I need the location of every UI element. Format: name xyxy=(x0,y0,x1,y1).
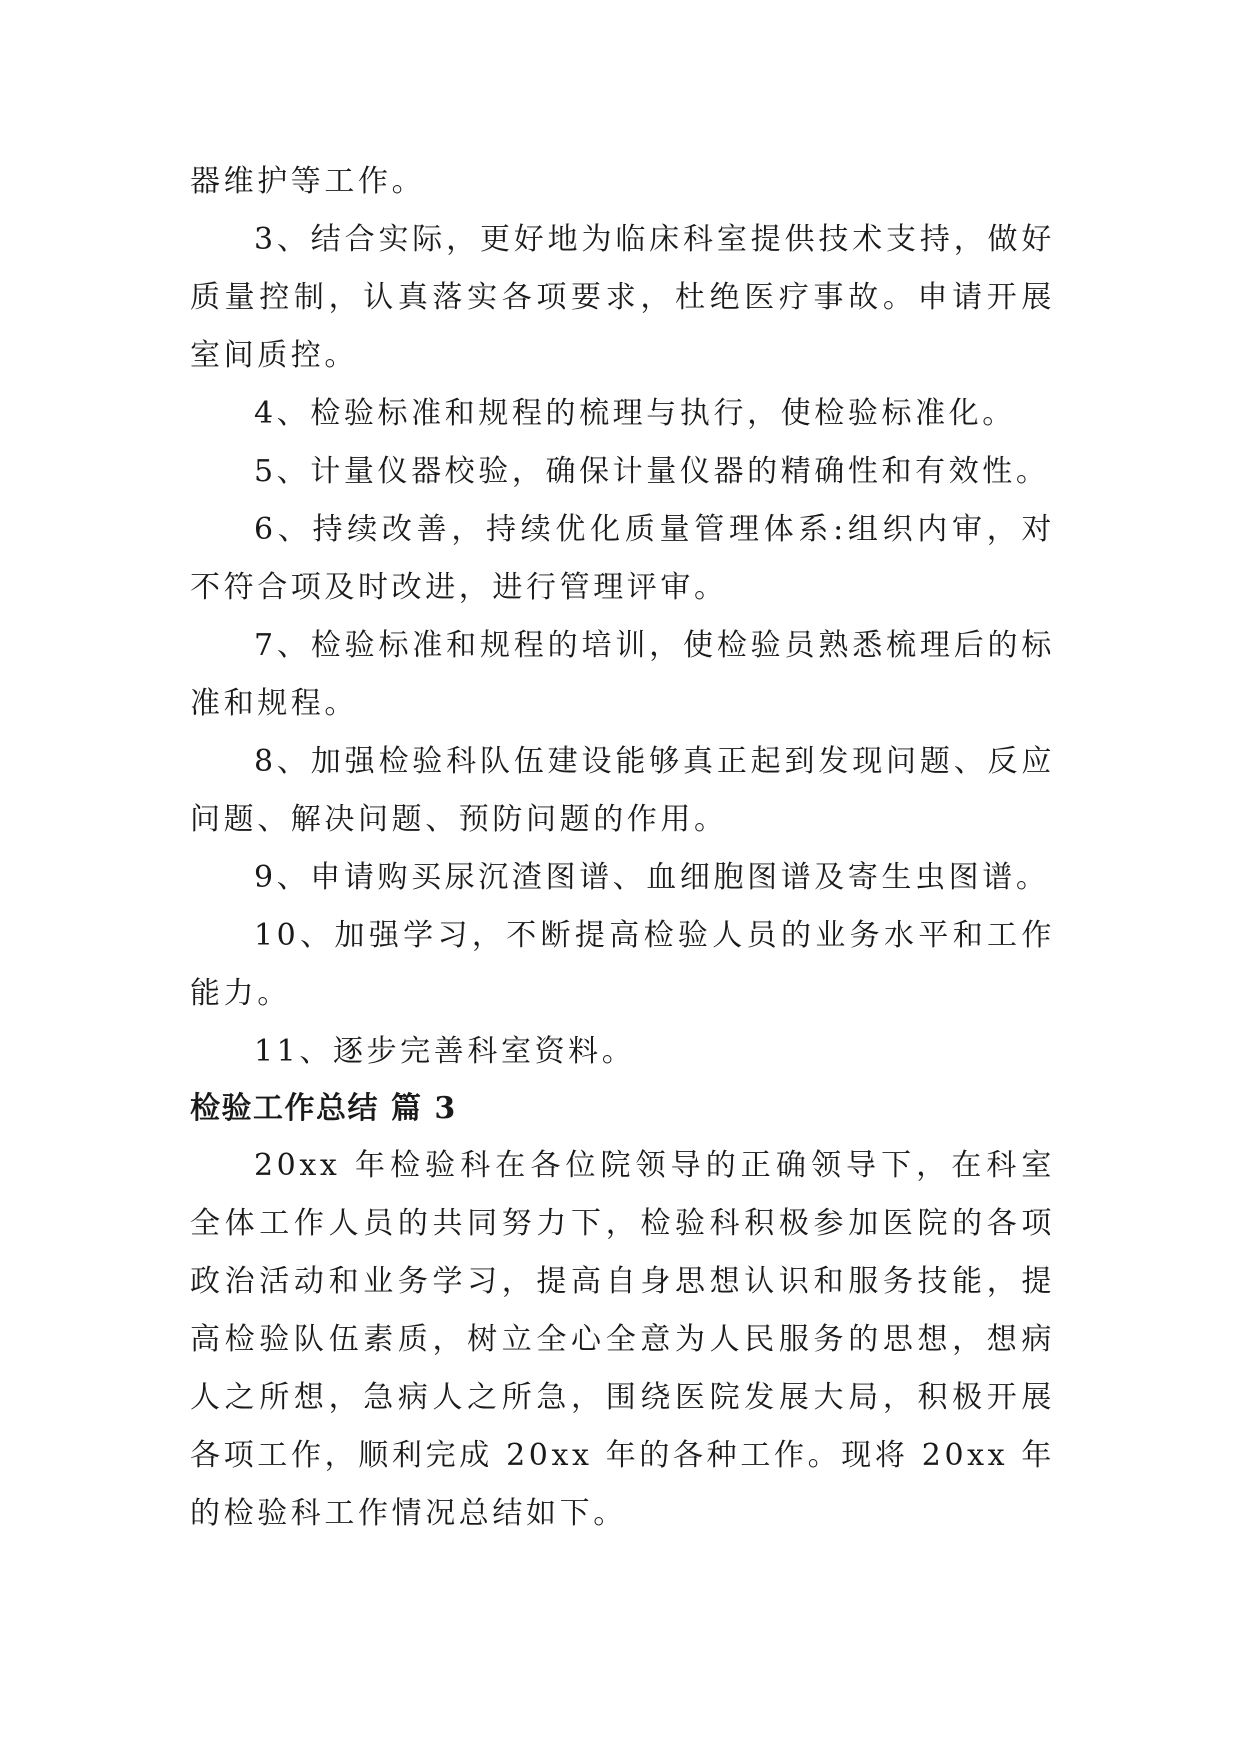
list-item-10: 10、加强学习，不断提高检验人员的业务水平和工作能力。 xyxy=(190,918,1055,1011)
list-item-6: 6、持续改善，持续优化质量管理体系:组织内审，对不符合项及时改进，进行管理评审。 xyxy=(190,512,1055,605)
continued-paragraph-fragment: 器维护等工作。 xyxy=(190,164,426,199)
list-item-3: 3、结合实际，更好地为临床科室提供技术支持，做好质量控制，认真落实各项要求，杜绝医疗事故。申请开展室间质控。 xyxy=(190,222,1055,373)
list-item-5: 5、计量仪器校验，确保计量仪器的精确性和有效性。 xyxy=(254,454,1050,489)
document-body xyxy=(190,153,1055,1543)
list-item-8: 8、加强检验科队伍建设能够真正起到发现问题、反应问题、解决问题、预防问题的作用。 xyxy=(190,744,1055,837)
list-item-4: 4、检验标准和规程的梳理与执行，使检验标准化。 xyxy=(254,396,1016,431)
section-heading: 检验工作总结 篇 3 xyxy=(190,1091,457,1126)
list-item-11: 11、逐步完善科室资料。 xyxy=(254,1034,636,1069)
list-item-9: 9、申请购买尿沉渣图谱、血细胞图谱及寄生虫图谱。 xyxy=(254,860,1050,895)
list-item-7: 7、检验标准和规程的培训，使检验员熟悉梳理后的标准和规程。 xyxy=(190,628,1055,721)
section-paragraph: 20xx 年检验科在各位院领导的正确领导下，在科室全体工作人员的共同努力下，检验科积极参加医院的各项政治活动和业务学习，提高自身思想认识和服务技能，提高检验队伍素质，树立全心全意为人民服务的思想，想病人之所想，急病人之所急，围绕医院发展大局，积极开展各项工作，顺利完成 20xx 年的各种工作。现将 20xx 年的检验科工作情况总结如下。 xyxy=(190,1148,1055,1531)
